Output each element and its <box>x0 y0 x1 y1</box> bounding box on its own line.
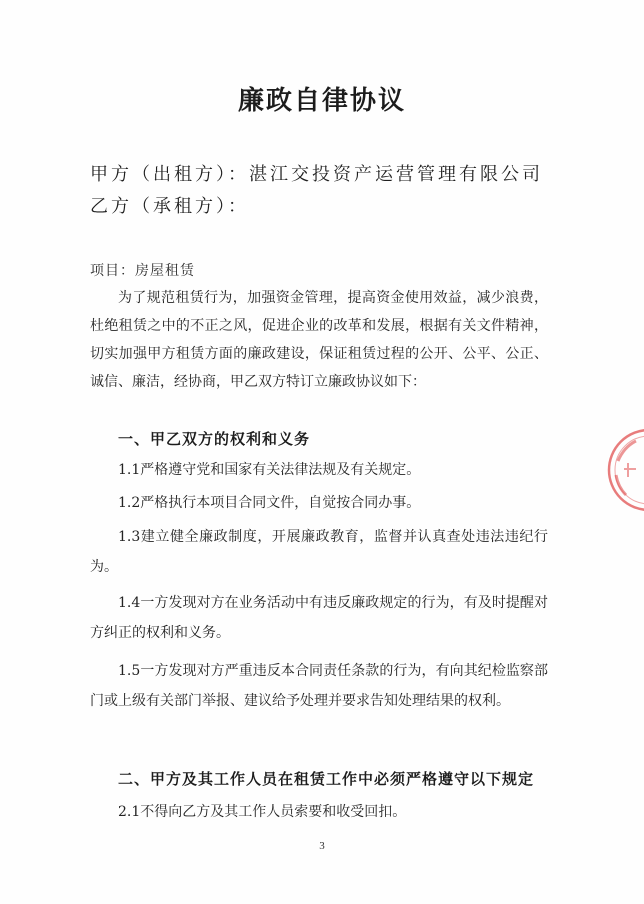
section-heading-1: 一、甲乙双方的权利和义务 <box>118 430 311 448</box>
clause-1-2: 1.2严格执行本项目合同文件，自觉按合同办事。 <box>118 495 421 511</box>
party-b-line: 乙方（承租方）： <box>90 196 249 217</box>
clause-1-4: 1.4一方发现对方在业务活动中有违反廉政规定的行为，有及时提醒对方纠正的权利和义务。 <box>90 595 548 641</box>
document-title: 廉政自律协议 <box>237 86 406 116</box>
project-line: 项目：房屋租赁 <box>90 263 195 279</box>
clause-1-1: 1.1严格遵守党和国家有关法律法规及有关规定。 <box>118 462 421 478</box>
page-number: 3 <box>319 840 325 852</box>
clause-1-5: 1.5一方发现对方严重违反本合同责任条款的行为，有向其纪检监察部门或上级有关部门举报、建议给予处理并要求告知处理结果的权利。 <box>90 663 548 709</box>
party-a-line: 甲方（出租方）：湛江交投资产运营管理有限公司 <box>90 164 543 185</box>
intro-paragraph: 为了规范租赁行为，加强资金管理，提高资金使用效益，减少浪费，杜绝租赁之中的不正之风，促进企业的改革和发展，根据有关文件精神，切实加强甲方租赁方面的廉政建设，保证租赁过程的公开、公平、公正、诚信、廉洁，经协商，甲乙双方特订立廉政协议如下： <box>90 290 548 390</box>
seal-stamp-icon <box>604 425 644 515</box>
section-heading-2: 二、甲方及其工作人员在租赁工作中必须严格遵守以下规定 <box>118 770 535 788</box>
clause-1-3: 1.3建立健全廉政制度，开展廉政教育，监督并认真查处违法违纪行为。 <box>90 529 548 575</box>
clause-2-1: 2.1不得向乙方及其工作人员索要和收受回扣。 <box>118 804 407 820</box>
